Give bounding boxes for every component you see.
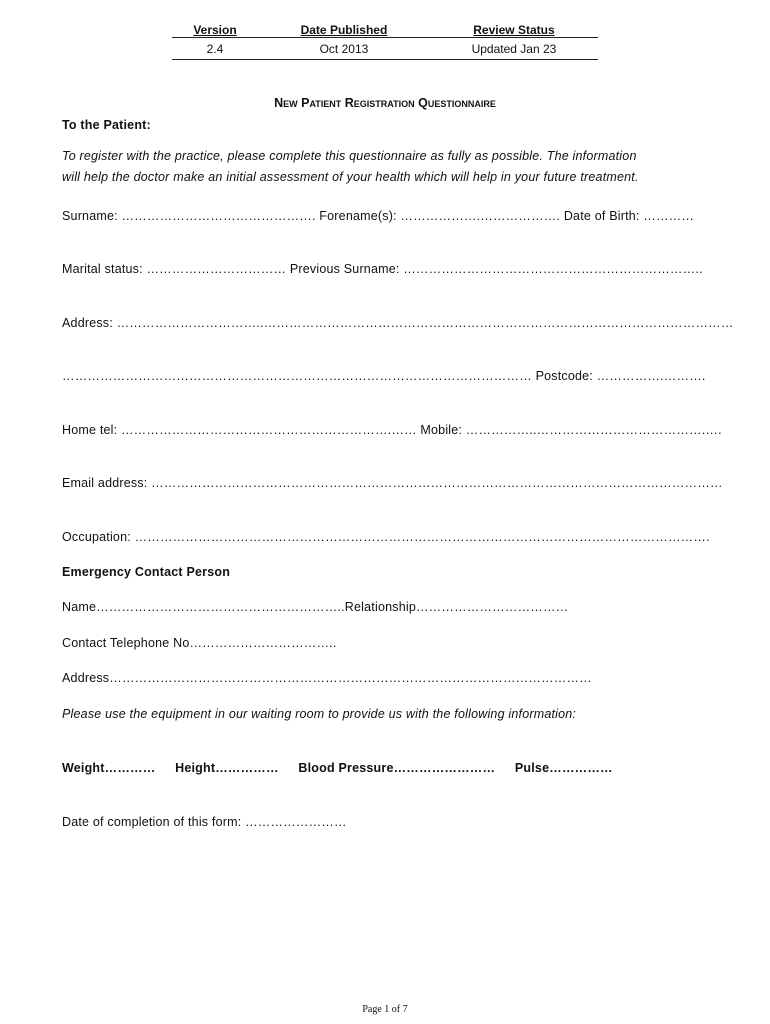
telephone-field[interactable]: Home tel: ……………………………………………………….…… Mobile: ……………..………………………………….…. — [62, 423, 722, 437]
equipment-note: Please use the equipment in our waiting room to provide us with the following information: — [62, 707, 577, 721]
height-field[interactable]: Height…………… — [175, 761, 279, 775]
cell-version: 2.4 — [206, 41, 224, 56]
header-date-published: Date Published — [300, 23, 388, 37]
emergency-name-field[interactable]: Name…………………………………………………..Relationship……………………………… — [62, 600, 569, 614]
version-table — [172, 18, 598, 60]
emergency-address-field[interactable]: Address…………………………………………………………………………………………………… — [62, 671, 592, 685]
header-review-status: Review Status — [473, 23, 555, 37]
marital-status-field[interactable]: Marital status: …………………………… Previous Surname: …………………………………………………………….. — [62, 262, 703, 276]
page-title: New Patient Registration Questionnaire — [274, 96, 496, 110]
postcode-field[interactable]: ………………………………………………………………………………………………… Postcode: …………….………. — [62, 369, 706, 383]
emergency-heading: Emergency Contact Person — [62, 565, 231, 579]
measurements-row — [62, 761, 629, 775]
name-dob-field[interactable]: Surname: ………………………………………. Forename(s): ……………….………………. Date of Birth: ………… — [62, 209, 695, 223]
intro-line-1: To register with the practice, please complete this questionnaire as fully as possible. The information — [62, 149, 637, 163]
header-version: Version — [193, 23, 237, 37]
weight-field[interactable]: Weight………… — [62, 761, 156, 775]
blood-pressure-field[interactable]: Blood Pressure…………………… — [298, 761, 496, 775]
occupation-field[interactable]: Occupation: ………………………………………………………………………………………………………………………. — [62, 530, 710, 544]
intro-text — [62, 146, 639, 188]
page-number: Page 1 of 7 — [362, 1004, 408, 1015]
email-field[interactable]: Email address: ……………………………………………………………………………………………………………………… — [62, 476, 723, 490]
address-field[interactable]: Address: ……………………………..………………………………………………………………………………………………… — [62, 316, 734, 330]
pulse-field[interactable]: Pulse…………… — [514, 761, 613, 775]
to-patient-heading: To the Patient: — [62, 118, 151, 132]
emergency-telephone-field[interactable]: Contact Telephone No…………………………….. — [62, 636, 337, 650]
completion-date-field[interactable]: Date of completion of this form: …………………… — [62, 815, 347, 829]
intro-line-2: will help the doctor make an initial assessment of your health which will help in your future treatment. — [62, 170, 639, 184]
cell-date-published: Oct 2013 — [319, 41, 369, 56]
cell-review-status: Updated Jan 23 — [471, 41, 557, 56]
